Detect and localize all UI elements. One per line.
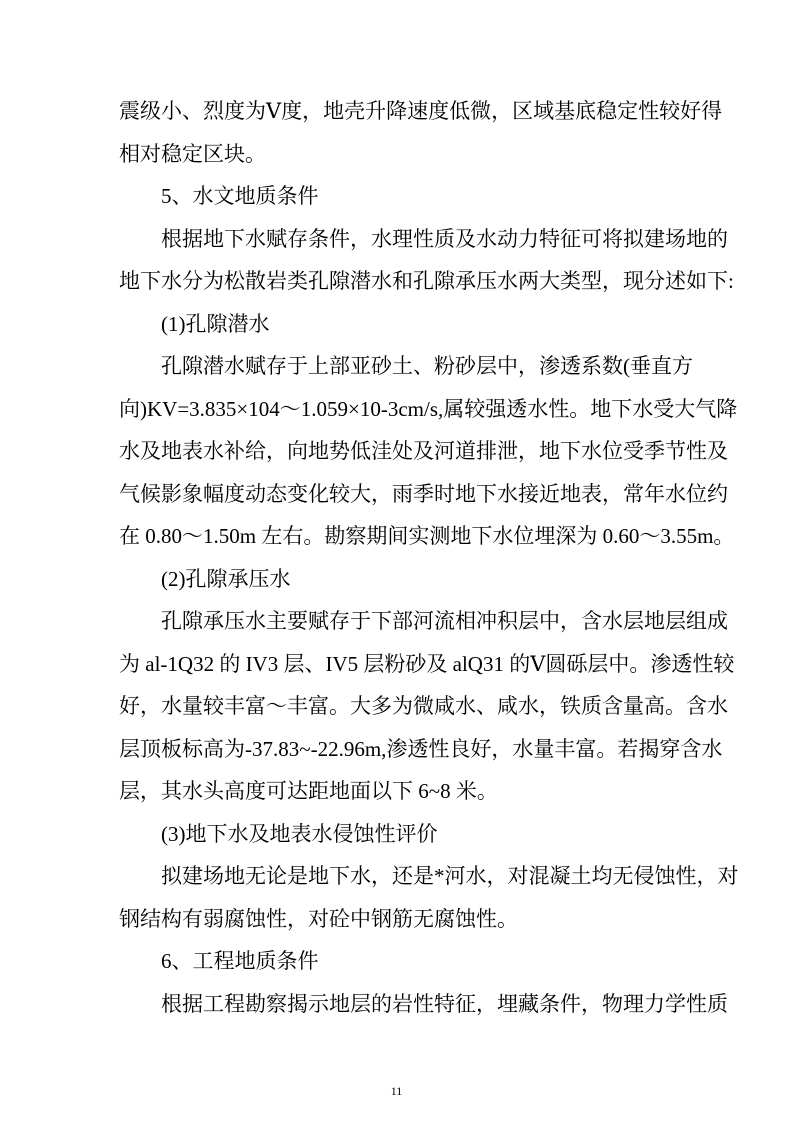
text-line: 地下水分为松散岩类孔隙潜水和孔隙承压水两大类型，现分述如下: bbox=[119, 269, 734, 293]
text-line: 5、水文地质条件 bbox=[161, 184, 319, 208]
text-line: (2)孔隙承压水 bbox=[161, 566, 291, 591]
text-line: (1)孔隙潜水 bbox=[161, 311, 270, 336]
text-line: 层，其水头高度可达距地面以下 6~8 米。 bbox=[119, 779, 498, 803]
text-line: 钢结构有弱腐蚀性，对砼中钢筋无腐蚀性。 bbox=[119, 906, 518, 931]
text-line: 气候影象幅度动态变化较大，雨季时地下水接近地表，常年水位约 bbox=[119, 481, 728, 506]
text-line: 6、工程地质条件 bbox=[161, 949, 319, 973]
text-line: 孔隙承压水主要赋存于下部河流相冲积层中，含水层地层组成 bbox=[161, 609, 728, 633]
text-line: 震级小、烈度为Ⅴ度，地壳升降速度低微，区域基底稳定性较好得 bbox=[119, 99, 723, 123]
text-line: 相对稳定区块。 bbox=[119, 141, 266, 166]
text-line: 根据工程勘察揭示地层的岩性特征，埋藏条件，物理力学性质 bbox=[161, 991, 728, 1016]
text-line: (3)地下水及地表水侵蚀性评价 bbox=[161, 821, 438, 846]
text-line: 向)KV=3.835×104～1.059×10-3cm/s,属较强透水性。地下水受大气降 bbox=[119, 396, 738, 421]
text-line: 孔隙潜水赋存于上部亚砂土、粉砂层中，渗透系数(垂直方 bbox=[161, 354, 693, 378]
text-line: 在 0.80～1.50m 左右。勘察期间实测地下水位埋深为 0.60～3.55m。 bbox=[119, 524, 735, 548]
text-line: 拟建场地无论是地下水，还是*河水，对混凝土均无侵蚀性，对 bbox=[161, 864, 739, 888]
text-line: 根据地下水赋存条件，水理性质及水动力特征可将拟建场地的 bbox=[161, 226, 728, 251]
text-line: 层顶板标高为-37.83~-22.96m,渗透性良好，水量丰富。若揭穿含水 bbox=[119, 736, 723, 761]
page-number: 11 bbox=[390, 1084, 403, 1098]
text-line: 为 al-1Q32 的 IV3 层、IV5 层粉砂及 alQ31 的Ⅴ圆砾层中。渗透性较 bbox=[119, 651, 735, 676]
text-line: 好，水量较丰富～丰富。大多为微咸水、咸水，铁质含量高。含水 bbox=[119, 694, 728, 718]
text-line: 水及地表水补给，向地势低洼处及河道排泄，地下水位受季节性及 bbox=[119, 439, 728, 463]
